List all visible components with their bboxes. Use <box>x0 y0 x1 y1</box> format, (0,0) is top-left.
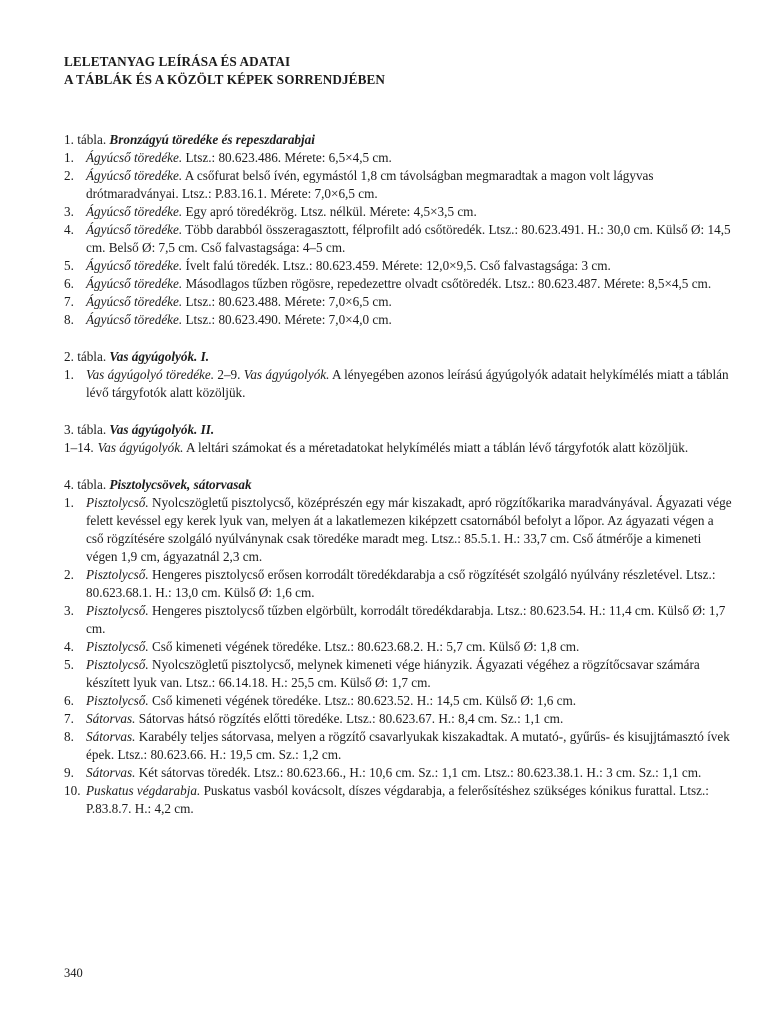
plate-section <box>64 131 734 329</box>
entry-text: Nyolcszögletű pisztolycső, melynek kimeneti vége hiányzik. Ágyazati végéhez a rögzítőcsavar számára készített lyuk van. Ltsz.: 66.14.18. H.: 25,5 cm. Külső Ø: 1,7 cm. <box>86 657 700 690</box>
plate-heading <box>64 476 734 494</box>
plate-section <box>64 421 734 457</box>
catalogue-entry <box>64 293 734 311</box>
entry-text: Másodlagos tűzben rögösre, repedezettre olvadt csőtöredék. Ltsz.: 80.623.487. Mérete: 8,5×4,5 cm. <box>182 276 712 291</box>
entry-name: Ágyúcső töredéke. <box>86 168 183 183</box>
entry-text: Hengeres pisztolycső erősen korrodált töredékdarabja a cső rögzítését szolgáló nyúlvány részletével. Ltsz.: 80.623.68.1. H.: 13,0 cm. Külső Ø: 1,6 cm. <box>86 567 716 600</box>
entry-name: Ágyúcső töredéke. <box>86 258 183 273</box>
plate-section <box>64 348 734 402</box>
entry-text: A lényegében azonos leírású ágyúgolyók adatait helykímélés miatt a táblán lévő tárgyfotók alatt közöljük. <box>86 367 729 400</box>
catalogue-entry <box>64 728 734 764</box>
entry-text: Ltsz.: 80.623.486. Mérete: 6,5×4,5 cm. <box>182 150 392 165</box>
plate-section <box>64 476 734 818</box>
entry-name: Pisztolycső. <box>86 603 149 618</box>
entry-name: Ágyúcső töredéke. <box>86 222 183 237</box>
entry-number: 1–14. <box>64 440 94 455</box>
entry-number: 7. <box>64 294 74 309</box>
plate-title: Bronzágyú töredéke és repeszdarabjai <box>109 132 315 147</box>
plate-heading <box>64 348 734 366</box>
catalogue-entry <box>64 494 734 566</box>
entry-text: Ívelt falú töredék. Ltsz.: 80.623.459. Mérete: 12,0×9,5. Cső falvastagsága: 3 cm. <box>182 258 611 273</box>
entry-number: 3. <box>64 603 74 618</box>
entry-text: Nyolcszögletű pisztolycső, középrészén egy már kiszakadt, apró rögzítőkarika maradványával. Ágyazati vége felett kevéssel egy kerek lyuk van, melyen át a lakatlemezen kiképzett csatornából befolyt a lőpor. Az ágyazati végen a cső rögzítésére szolgáló nyúlványnak csak töredéke maradt meg. Ltsz.: 85.5.1. H.: 33,7 cm. Cső átmérője a kimeneti végen 1,9 cm, ágyazatnál 2,3 cm. <box>86 495 732 564</box>
entry-name: Sátorvas. <box>86 765 136 780</box>
plate-label: 4. tábla. <box>64 477 110 492</box>
entry-name: Pisztolycső. <box>86 693 149 708</box>
page-heading <box>64 53 385 89</box>
catalogue-entry <box>64 366 734 402</box>
entry-name: Ágyúcső töredéke. <box>86 312 183 327</box>
catalogue-entry <box>64 221 734 257</box>
catalogue-entry <box>64 566 734 602</box>
entry-text: 2–9. <box>214 367 244 382</box>
entry-name: Ágyúcső töredéke. <box>86 276 183 291</box>
entry-name: Pisztolycső. <box>86 657 149 672</box>
entry-number: 5. <box>64 657 74 672</box>
entry-number: 4. <box>64 639 74 654</box>
entry-name: Ágyúcső töredéke. <box>86 294 183 309</box>
entry-number: 1. <box>64 150 74 165</box>
catalogue-entry <box>64 257 734 275</box>
entry-number: 1. <box>64 367 74 382</box>
entry-number: 2. <box>64 168 74 183</box>
entry-number: 8. <box>64 729 74 744</box>
entry-number: 10. <box>64 783 81 798</box>
entry-text: Több darabból összeragasztott, félprofilt adó csőtöredék. Ltsz.: 80.623.491. H.: 30,0 cm. Külső Ø: 14,5 cm. Belső Ø: 7,5 cm. Cső falvastagsága: 4–5 cm. <box>86 222 731 255</box>
entry-name: Sátorvas. <box>86 711 136 726</box>
entry-text: Két sátorvas töredék. Ltsz.: 80.623.66., H.: 10,6 cm. Sz.: 1,1 cm. Ltsz.: 80.623.38.1. H.: 3 cm. Sz.: 1,1 cm. <box>135 765 702 780</box>
entry-name: Vas ágyúgolyó töredéke. <box>86 367 215 382</box>
entry-name: Sátorvas. <box>86 729 136 744</box>
entry-number: 4. <box>64 222 74 237</box>
catalogue-content <box>64 131 734 837</box>
heading-line-1: LELETANYAG LEÍRÁSA ÉS ADATAI <box>64 54 291 69</box>
entry-text: Ltsz.: 80.623.490. Mérete: 7,0×4,0 cm. <box>182 312 392 327</box>
catalogue-entry <box>64 692 734 710</box>
entry-name: Vas ágyúgolyók. <box>243 367 330 382</box>
catalogue-entry <box>64 203 734 221</box>
heading-line-2: A TÁBLÁK ÉS A KÖZÖLT KÉPEK SORRENDJÉBEN <box>64 72 385 87</box>
entry-number: 3. <box>64 204 74 219</box>
catalogue-entry <box>64 439 734 457</box>
entry-text: Ltsz.: 80.623.488. Mérete: 7,0×6,5 cm. <box>182 294 392 309</box>
entry-number: 1. <box>64 495 74 510</box>
entry-text: Cső kimeneti végének töredéke. Ltsz.: 80.623.52. H.: 14,5 cm. Külső Ø: 1,6 cm. <box>148 693 577 708</box>
catalogue-entry <box>64 656 734 692</box>
catalogue-entry <box>64 275 734 293</box>
entry-number: 6. <box>64 693 74 708</box>
entry-name: Pisztolycső. <box>86 495 149 510</box>
plate-heading <box>64 421 734 439</box>
entry-name: Vas ágyúgolyók. <box>97 440 184 455</box>
catalogue-entry <box>64 638 734 656</box>
entry-text: Sátorvas hátsó rögzítés előtti töredéke. Ltsz.: 80.623.67. H.: 8,4 cm. Sz.: 1,1 cm. <box>135 711 564 726</box>
entry-number: 7. <box>64 711 74 726</box>
plate-title: Vas ágyúgolyók. II. <box>109 422 215 437</box>
catalogue-entry <box>64 167 734 203</box>
plate-heading <box>64 131 734 149</box>
entry-number: 2. <box>64 567 74 582</box>
entry-name: Puskatus végdarabja. <box>86 783 201 798</box>
plate-label: 3. tábla. <box>64 422 110 437</box>
entry-text: Karabély teljes sátorvasa, melyen a rögzítő csavarlyukak kiszakadtak. A mutató-, gyűrűs- és kisujjtámasztó ívek épek. Ltsz.: 80.623.66. H.: 19,5 cm. Sz.: 1,2 cm. <box>86 729 730 762</box>
entry-name: Ágyúcső töredéke. <box>86 204 183 219</box>
entry-text: Cső kimeneti végének töredéke. Ltsz.: 80.623.68.2. H.: 5,7 cm. Külső Ø: 1,8 cm. <box>148 639 580 654</box>
entry-text: A csőfurat belső ívén, egymástól 1,8 cm távolságban megmaradtak a magon volt lágyvas drótmaradványai. Ltsz.: P.83.16.1. Mérete: 7,0×6,5 cm. <box>86 168 654 201</box>
entry-text: Puskatus vasból kovácsolt, díszes végdarabja, a felerősítéshez szükséges kónikus furattal. Ltsz.: P.83.8.7. H.: 4,2 cm. <box>86 783 709 816</box>
entry-number: 9. <box>64 765 74 780</box>
catalogue-entry <box>64 311 734 329</box>
page-number: 340 <box>64 966 83 980</box>
catalogue-entry <box>64 764 734 782</box>
entry-text: Egy apró töredékrög. Ltsz. nélkül. Mérete: 4,5×3,5 cm. <box>182 204 477 219</box>
plate-label: 2. tábla. <box>64 349 110 364</box>
catalogue-entry <box>64 602 734 638</box>
entry-number: 8. <box>64 312 74 327</box>
catalogue-entry <box>64 782 734 818</box>
entry-name: Pisztolycső. <box>86 567 149 582</box>
catalogue-entry <box>64 149 734 167</box>
entry-number: 5. <box>64 258 74 273</box>
entry-text: Hengeres pisztolycső tűzben elgörbült, korrodált töredékdarabja. Ltsz.: 80.623.54. H.: 11,4 cm. Külső Ø: 1,7 cm. <box>86 603 726 636</box>
entry-name: Pisztolycső. <box>86 639 149 654</box>
plate-label: 1. tábla. <box>64 132 110 147</box>
catalogue-entry <box>64 710 734 728</box>
entry-text: A leltári számokat és a méretadatokat helykímélés miatt a táblán lévő tárgyfotók alatt közöljük. <box>183 440 689 455</box>
plate-title: Pisztolycsövek, sátorvasak <box>109 477 252 492</box>
entry-name: Ágyúcső töredéke. <box>86 150 183 165</box>
entry-number: 6. <box>64 276 74 291</box>
plate-title: Vas ágyúgolyók. I. <box>109 349 210 364</box>
